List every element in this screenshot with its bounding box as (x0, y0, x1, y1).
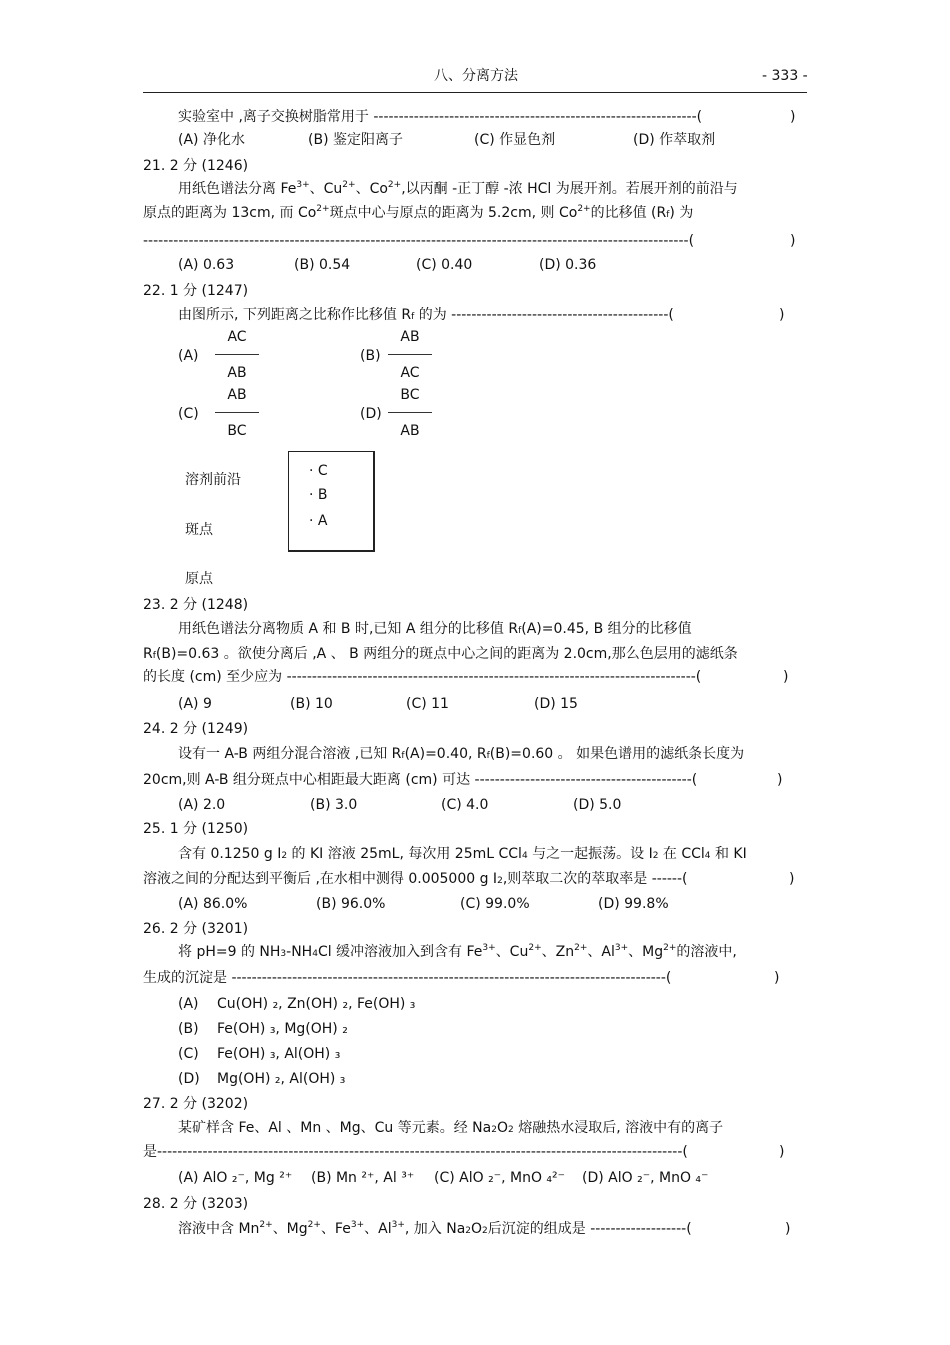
q22-option-b-fraction: AB AC (380, 328, 440, 382)
q21-option-b: (B) 0.54 (294, 257, 351, 273)
q24-option-c: (C) 4.0 (441, 797, 489, 813)
q21-line1: 用纸色谱法分离 $Fe^{3+}$、$Cu^{2+}$、$Co^{2+}$,以丙酮 -正丁醇 -浓 HCl 为展开剂。若展开剂的前沿与 (178, 180, 738, 197)
q21-option-a: (A) 0.63 (178, 257, 235, 273)
q26-heading: 26. 2 分 (3201) (143, 921, 249, 937)
q24-line1: 设有一 A-B 两组分混合溶液 ,已知 Rf(A)=0.40, Rf(B)=0.60 。 如果色谱用的滤纸条长度为 (178, 746, 745, 762)
q27-option-d: (D) AlO ₂⁻, MnO ₄⁻ (582, 1170, 709, 1186)
q20-option-a: (A) 净化水 (178, 132, 245, 148)
q25-line2: 溶液之间的分配达到平衡后 ,在水相中测得 0.005000 g I2,则萃取二次的萃取率是 ------( (143, 871, 688, 887)
q20-option-c: (C) 作显色剂 (474, 132, 556, 148)
q23-heading: 23. 2 分 (1248) (143, 597, 249, 613)
q25-option-b: (B) 96.0% (316, 896, 386, 912)
q22-heading: 22. 1 分 (1247) (143, 283, 249, 299)
q23-option-d: (D) 15 (534, 696, 578, 712)
q26-option-a-label: (A) (178, 996, 199, 1012)
q20-paren-close: ) (790, 109, 796, 125)
header-rule (143, 92, 807, 93)
q28-paren-close: ) (785, 1221, 791, 1237)
q23-paren-close: ) (783, 669, 789, 685)
q23-line1: 用纸色谱法分离物质 A 和 B 时,已知 A 组分的比移值 Rf(A)=0.45, B 组分的比移值 (178, 621, 692, 637)
q21-option-d: (D) 0.36 (539, 257, 597, 273)
q26-paren-close: ) (774, 970, 780, 986)
q27-line2: 是--------------------------------------------------------------------------------------------------------( (143, 1144, 688, 1160)
q22-option-d-fraction: BC AB (380, 386, 440, 440)
fig-point-a: · A (309, 513, 328, 529)
q24-heading: 24. 2 分 (1249) (143, 721, 249, 737)
q22-option-a-fraction: AC AB (207, 328, 267, 382)
q26-option-c-label: (C) (178, 1046, 199, 1062)
q27-option-a: (A) AlO ₂⁻, Mg ²⁺ (178, 1170, 293, 1186)
q28-heading: 28. 2 分 (3203) (143, 1196, 249, 1212)
q26-option-c: Fe(OH) ₃, Al(OH) ₃ (217, 1046, 341, 1062)
q21-paren-close: ) (790, 233, 796, 249)
q26-option-a: Cu(OH) ₂, Zn(OH) ₂, Fe(OH) ₃ (217, 996, 416, 1012)
q25-heading: 25. 1 分 (1250) (143, 821, 249, 837)
q24-line2: 20cm,则 A-B 组分斑点中心相距最大距离 (cm) 可达 -------------------------------------------( (143, 772, 698, 788)
q25-paren-close: ) (789, 871, 795, 887)
q26-line1: 将 pH=9 的 NH3-NH4Cl 缓冲溶液加入到含有 $Fe^{3+}$、$Cu^{2+}$、$Zn^{2+}$、$Al^{3+}$、$Mg^{2+}$的溶液中, (178, 943, 737, 960)
q25-option-d: (D) 99.8% (598, 896, 669, 912)
q25-line1: 含有 0.1250 g I2 的 KI 溶液 25mL, 每次用 25mL CCl4 与之一起振荡。设 I2 在 CCl4 和 KI (178, 846, 747, 862)
q21-answer-line: ------------------------------------------------------------------------------------------------------------( (143, 233, 695, 249)
fig-point-c: · C (309, 463, 328, 479)
q25-option-c: (C) 99.0% (460, 896, 530, 912)
q26-option-d-label: (D) (178, 1071, 200, 1087)
q27-paren-close: ) (779, 1144, 785, 1160)
q26-option-d: Mg(OH) ₂, Al(OH) ₃ (217, 1071, 346, 1087)
q23-option-c: (C) 11 (406, 696, 449, 712)
q22-option-d-label: (D) (360, 406, 382, 422)
q26-line2: 生成的沉淀是 --------------------------------------------------------------------------------------( (143, 970, 672, 986)
fig-spot-label: 斑点 (185, 522, 213, 538)
q25-option-a: (A) 86.0% (178, 896, 248, 912)
q23-line2: Rf(B)=0.63 。欲使分离后 ,A 、 B 两组分的斑点中心之间的距离为 2.0cm,那么色层用的滤纸条 (143, 646, 738, 662)
q22-stem: 由图所示, 下列距离之比称作比移值 Rf 的为 -------------------------------------------( (178, 307, 674, 323)
q23-option-a: (A) 9 (178, 696, 212, 712)
q26-option-b-label: (B) (178, 1021, 199, 1037)
q27-heading: 27. 2 分 (3202) (143, 1096, 249, 1112)
page-number: - 333 - (762, 68, 808, 84)
page-title: 八、分离方法 (434, 68, 518, 84)
q27-option-c: (C) AlO ₂⁻, MnO ₄²⁻ (434, 1170, 566, 1186)
q24-option-a: (A) 2.0 (178, 797, 226, 813)
q24-paren-close: ) (777, 772, 783, 788)
q22-option-b-label: (B) (360, 348, 381, 364)
q27-option-b: (B) Mn ²⁺, Al ³⁺ (311, 1170, 415, 1186)
q27-line1: 某矿样含 Fe、Al 、Mn 、Mg、Cu 等元素。经 Na2O2 熔融热水浸取后, 溶液中有的离子 (178, 1120, 724, 1136)
q24-option-b: (B) 3.0 (310, 797, 358, 813)
q24-option-d: (D) 5.0 (573, 797, 622, 813)
q26-option-b: Fe(OH) ₃, Mg(OH) ₂ (217, 1021, 348, 1037)
q21-line2: 原点的距离为 13cm, 而 $Co^{2+}$斑点中心与原点的距离为 5.2cm, 则 $Co^{2+}$的比移值 (Rf) 为 (143, 204, 694, 221)
chromatography-paper-figure (288, 451, 375, 552)
q22-option-c-fraction: AB BC (207, 386, 267, 440)
q23-line3: 的长度 (cm) 至少应为 ---------------------------------------------------------------------------------( (143, 669, 702, 685)
q28-line1: 溶液中含 $Mn^{2+}$、$Mg^{2+}$、$Fe^{3+}$、$Al^{3+}$, 加入 Na2O2后沉淀的组成是 -------------------( (178, 1220, 692, 1237)
q22-option-c-label: (C) (178, 406, 199, 422)
q22-paren-close: ) (779, 307, 785, 323)
q20-stem: 实验室中 ,离子交换树脂常用于 ----------------------------------------------------------------( (178, 109, 703, 125)
q23-option-b: (B) 10 (290, 696, 333, 712)
q21-option-c: (C) 0.40 (416, 257, 473, 273)
q20-option-d: (D) 作萃取剂 (633, 132, 716, 148)
q20-option-b: (B) 鉴定阳离子 (308, 132, 403, 148)
fig-solvent-front-label: 溶剂前沿 (185, 472, 241, 488)
q21-heading: 21. 2 分 (1246) (143, 158, 249, 174)
fig-point-b: · B (309, 487, 328, 503)
q22-option-a-label: (A) (178, 348, 199, 364)
fig-origin-label: 原点 (185, 571, 213, 587)
